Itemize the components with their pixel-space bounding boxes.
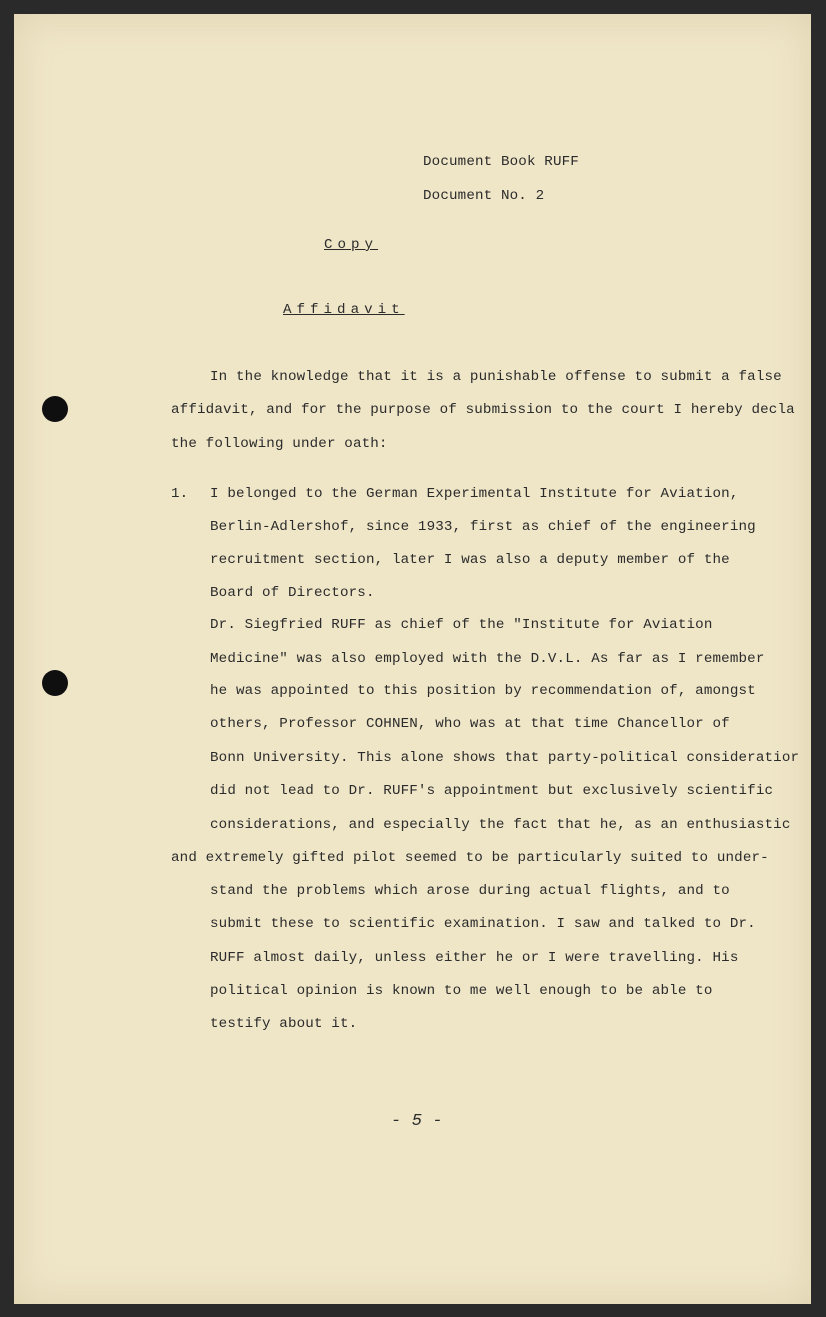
copy-title: Copy (324, 237, 379, 253)
item-line-17: testify about it. (210, 1016, 358, 1032)
item-line-1: I belonged to the German Experimental Institute for Aviation, (210, 486, 739, 502)
item-line-8: others, Professor COHNEN, who was at that time Chancellor of (210, 716, 730, 732)
document-book-label: Document Book RUFF (423, 154, 579, 170)
document-page (14, 14, 811, 1304)
affidavit-title: Affidavit (283, 302, 405, 318)
preamble-line-1: In the knowledge that it is a punishable offense to submit a false (210, 369, 782, 385)
item-line-9: Bonn University. This alone shows that party-political consideratior (210, 750, 800, 766)
item-line-10: did not lead to Dr. RUFF's appointment but exclusively scientific (210, 783, 774, 799)
page-number: - 5 - (391, 1112, 443, 1131)
item-line-14: submit these to scientific examination. I saw and talked to Dr. (210, 916, 756, 932)
preamble-line-3: the following under oath: (171, 436, 388, 452)
item-line-5: Dr. Siegfried RUFF as chief of the "Institute for Aviation (210, 617, 713, 633)
punch-hole-top (42, 396, 68, 422)
item-line-3: recruitment section, later I was also a deputy member of the (210, 552, 730, 568)
item-line-15: RUFF almost daily, unless either he or I were travelling. His (210, 950, 739, 966)
item-number: 1. (171, 486, 189, 502)
item-line-16: political opinion is known to me well enough to be able to (210, 983, 713, 999)
item-line-13: stand the problems which arose during actual flights, and to (210, 883, 730, 899)
preamble-line-2: affidavit, and for the purpose of submission to the court I hereby decla (171, 402, 795, 418)
punch-hole-bottom (42, 670, 68, 696)
item-line-2: Berlin-Adlershof, since 1933, first as chief of the engineering (210, 519, 756, 535)
item-line-11: considerations, and especially the fact that he, as an enthusiastic (210, 817, 791, 833)
item-line-6: Medicine" was also employed with the D.V.L. As far as I remember (210, 651, 765, 667)
item-line-12: and extremely gifted pilot seemed to be particularly suited to under- (171, 850, 769, 866)
document-number-label: Document No. 2 (423, 188, 545, 204)
item-line-4: Board of Directors. (210, 585, 375, 601)
item-line-7: he was appointed to this position by recommendation of, amongst (210, 683, 756, 699)
